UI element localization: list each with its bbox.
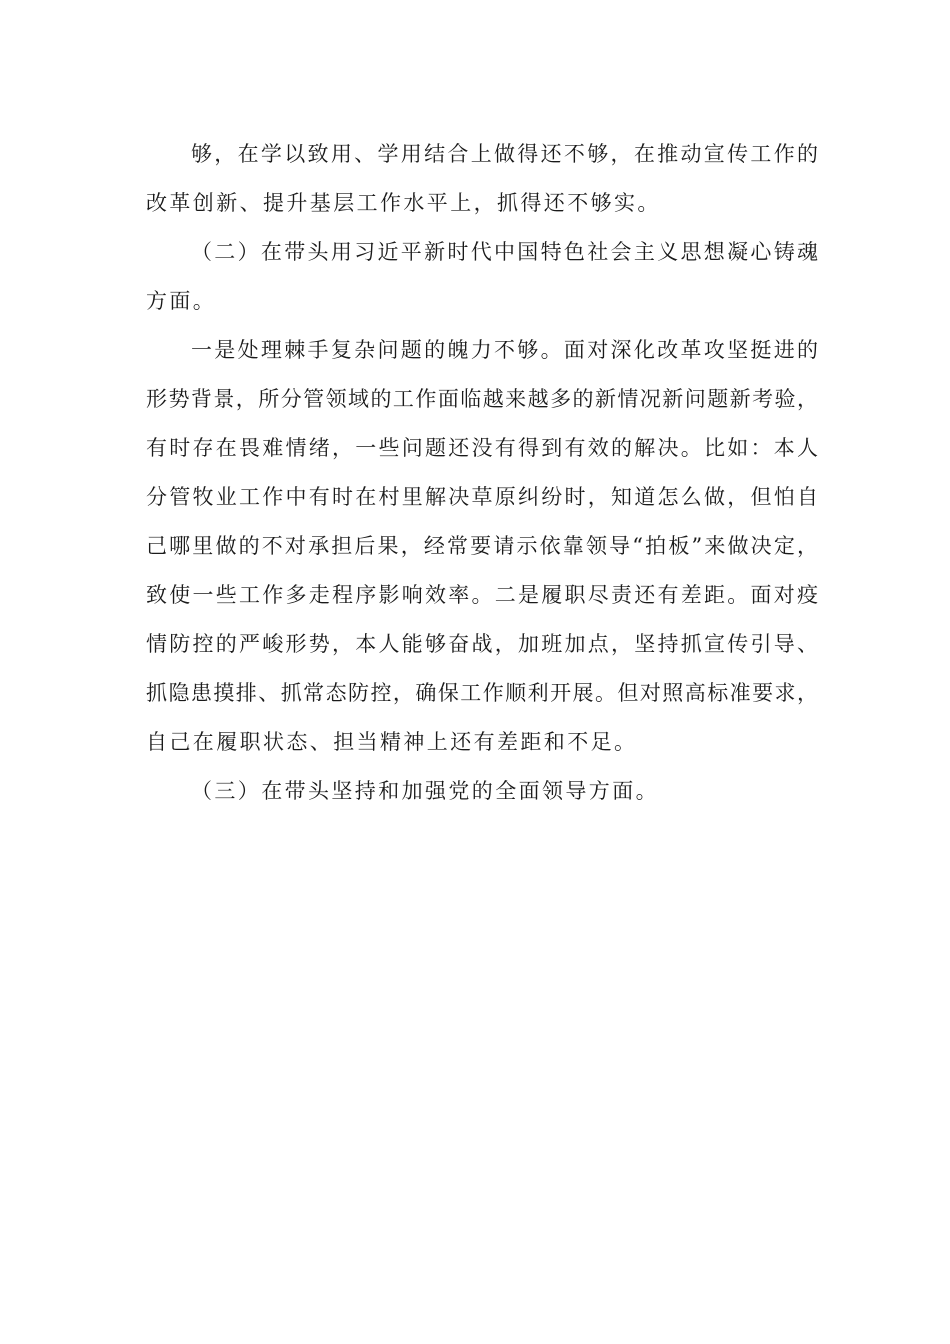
section-heading-3: （三）在带头坚持和加强党的全面领导方面。	[191, 779, 659, 803]
text-line: 自己在履职状态、担当精神上还有差距和不足。	[146, 730, 638, 754]
text-line: 有时存在畏难情绪，一些问题还没有得到有效的解决。比如：本人	[146, 436, 818, 460]
text-line: 己哪里做的不对承担后果，经常要请示依靠领导“拍板”来做决定，	[146, 534, 818, 558]
text-line: 够，在学以致用、学用结合上做得还不够，在推动宣传工作的	[191, 142, 818, 166]
text-line: 情防控的严峻形势，本人能够奋战，加班加点，坚持抓宣传引导、	[146, 632, 818, 656]
text-line: 致使一些工作多走程序影响效率。二是履职尽责还有差距。面对疫	[146, 583, 818, 607]
text-line: 分管牧业工作中有时在村里解决草原纠纷时，知道怎么做，但怕自	[146, 485, 818, 509]
text-line: 一是处理棘手复杂问题的魄力不够。面对深化改革攻坚挺进的	[191, 338, 818, 362]
section-heading-2: （二）在带头用习近平新时代中国特色社会主义思想凝心铸魂	[191, 240, 818, 264]
body-text	[146, 130, 818, 816]
text-line: 抓隐患摸排、抓常态防控，确保工作顺利开展。但对照高标准要求，	[146, 681, 818, 705]
text-line: 方面。	[146, 289, 217, 313]
text-line: 形势背景，所分管领域的工作面临越来越多的新情况新问题新考验，	[146, 387, 818, 411]
text-line: 改革创新、提升基层工作水平上，抓得还不够实。	[146, 191, 661, 215]
